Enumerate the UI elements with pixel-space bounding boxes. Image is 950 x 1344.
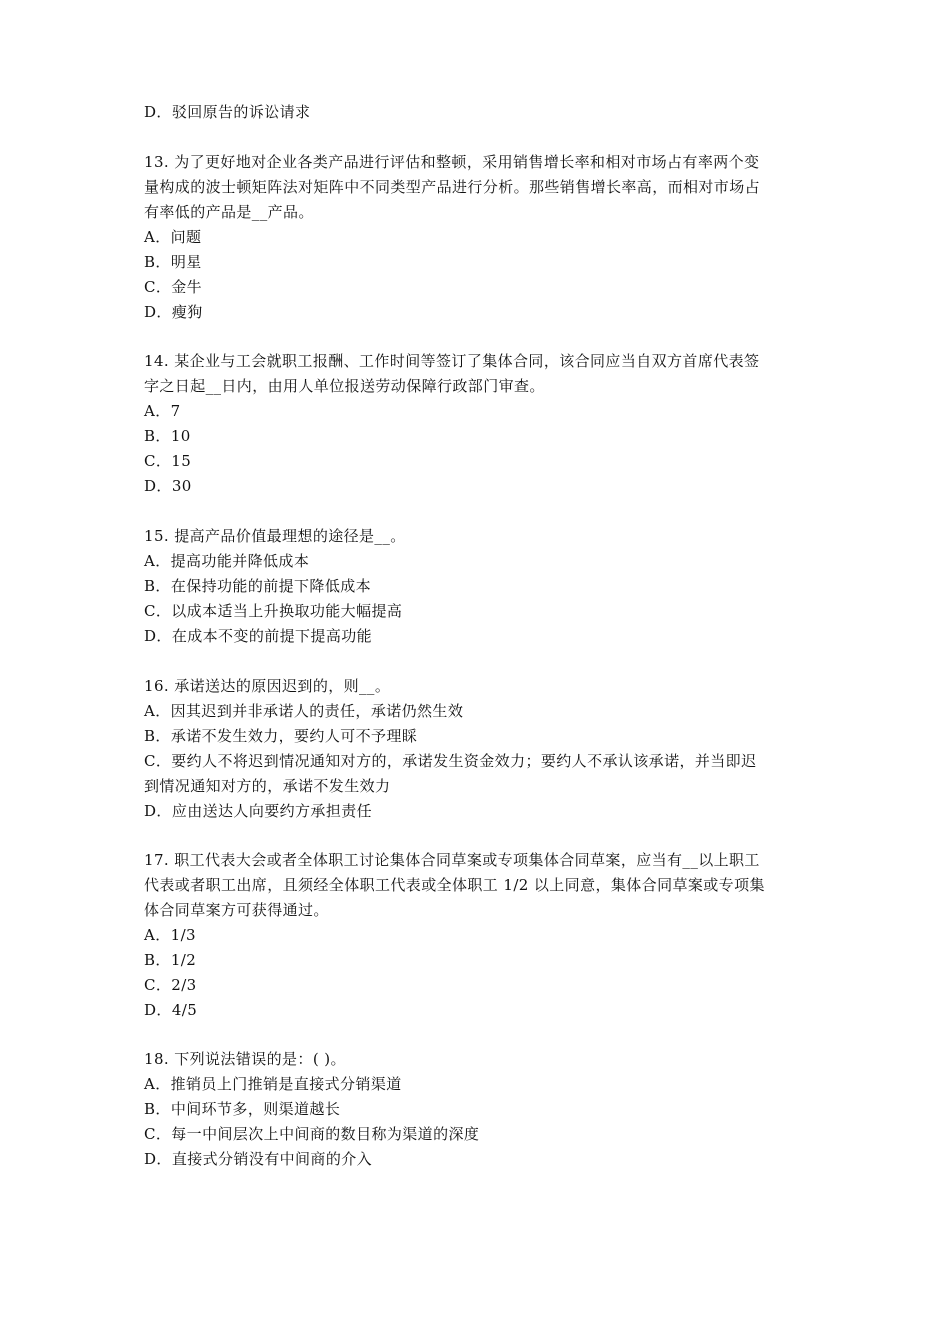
- option-line: A．7: [144, 402, 181, 420]
- option-line: D．4/5: [144, 1001, 198, 1019]
- question-stem-line: 13. 为了更好地对企业各类产品进行评估和整顿，采用销售增长率和相对市场占有率两个变: [144, 153, 760, 171]
- option-line: D．应由送达人向要约方承担责任: [144, 802, 373, 820]
- question-stem-line: 体合同草案方可获得通过。: [144, 901, 329, 919]
- option-line: A．推销员上门推销是直接式分销渠道: [144, 1075, 402, 1093]
- option-line: C．15: [144, 452, 192, 470]
- question-stem-line: 代表或者职工出席，且须经全体职工代表或全体职工 1/2 以上同意，集体合同草案或专项集: [144, 876, 765, 894]
- option-line: 到情况通知对方的，承诺不发生效力: [144, 777, 391, 795]
- option-line: D．在成本不变的前提下提高功能: [144, 627, 373, 645]
- option-line: D．驳回原告的诉讼请求: [144, 103, 311, 121]
- option-line: C．以成本适当上升换取功能大幅提高: [144, 602, 403, 620]
- option-line: C．要约人不将迟到情况通知对方的，承诺发生资金效力；要约人不承认该承诺，并当即迟: [144, 752, 757, 770]
- question-stem-line: 有率低的产品是__产品。: [144, 203, 314, 221]
- option-line: B．10: [144, 427, 191, 445]
- question-stem-line: 17. 职工代表大会或者全体职工讨论集体合同草案或专项集体合同草案，应当有__以上职工: [144, 851, 760, 869]
- question-stem-line: 量构成的波士顿矩阵法对矩阵中不同类型产品进行分析。那些销售增长率高，而相对市场占: [144, 178, 761, 196]
- option-line: C．金牛: [144, 278, 203, 296]
- option-line: B．明星: [144, 253, 202, 271]
- option-line: A．1/3: [144, 926, 196, 944]
- option-line: B．中间环节多，则渠道越长: [144, 1100, 341, 1118]
- question-stem-line: 14. 某企业与工会就职工报酬、工作时间等签订了集体合同，该合同应当自双方首席代表签: [144, 352, 760, 370]
- option-line: D．直接式分销没有中间商的介入: [144, 1150, 373, 1168]
- question-stem-line: 15. 提高产品价值最理想的途径是__。: [144, 527, 406, 545]
- question-stem-line: 18. 下列说法错误的是：( )。: [144, 1050, 346, 1068]
- question-stem-line: 字之日起__日内，由用人单位报送劳动保障行政部门审查。: [144, 377, 545, 395]
- option-line: B．承诺不发生效力，要约人可不予理睬: [144, 727, 418, 745]
- option-line: C．2/3: [144, 976, 197, 994]
- option-line: A．提高功能并降低成本: [144, 552, 310, 570]
- option-line: B．在保持功能的前提下降低成本: [144, 577, 372, 595]
- option-line: A．问题: [144, 228, 202, 246]
- option-line: C．每一中间层次上中间商的数目称为渠道的深度: [144, 1125, 480, 1143]
- option-line: A．因其迟到并非承诺人的责任，承诺仍然生效: [144, 702, 464, 720]
- option-line: D．瘦狗: [144, 303, 203, 321]
- option-line: B．1/2: [144, 951, 197, 969]
- option-line: D．30: [144, 477, 192, 495]
- question-stem-line: 16. 承诺送达的原因迟到的，则__。: [144, 677, 391, 695]
